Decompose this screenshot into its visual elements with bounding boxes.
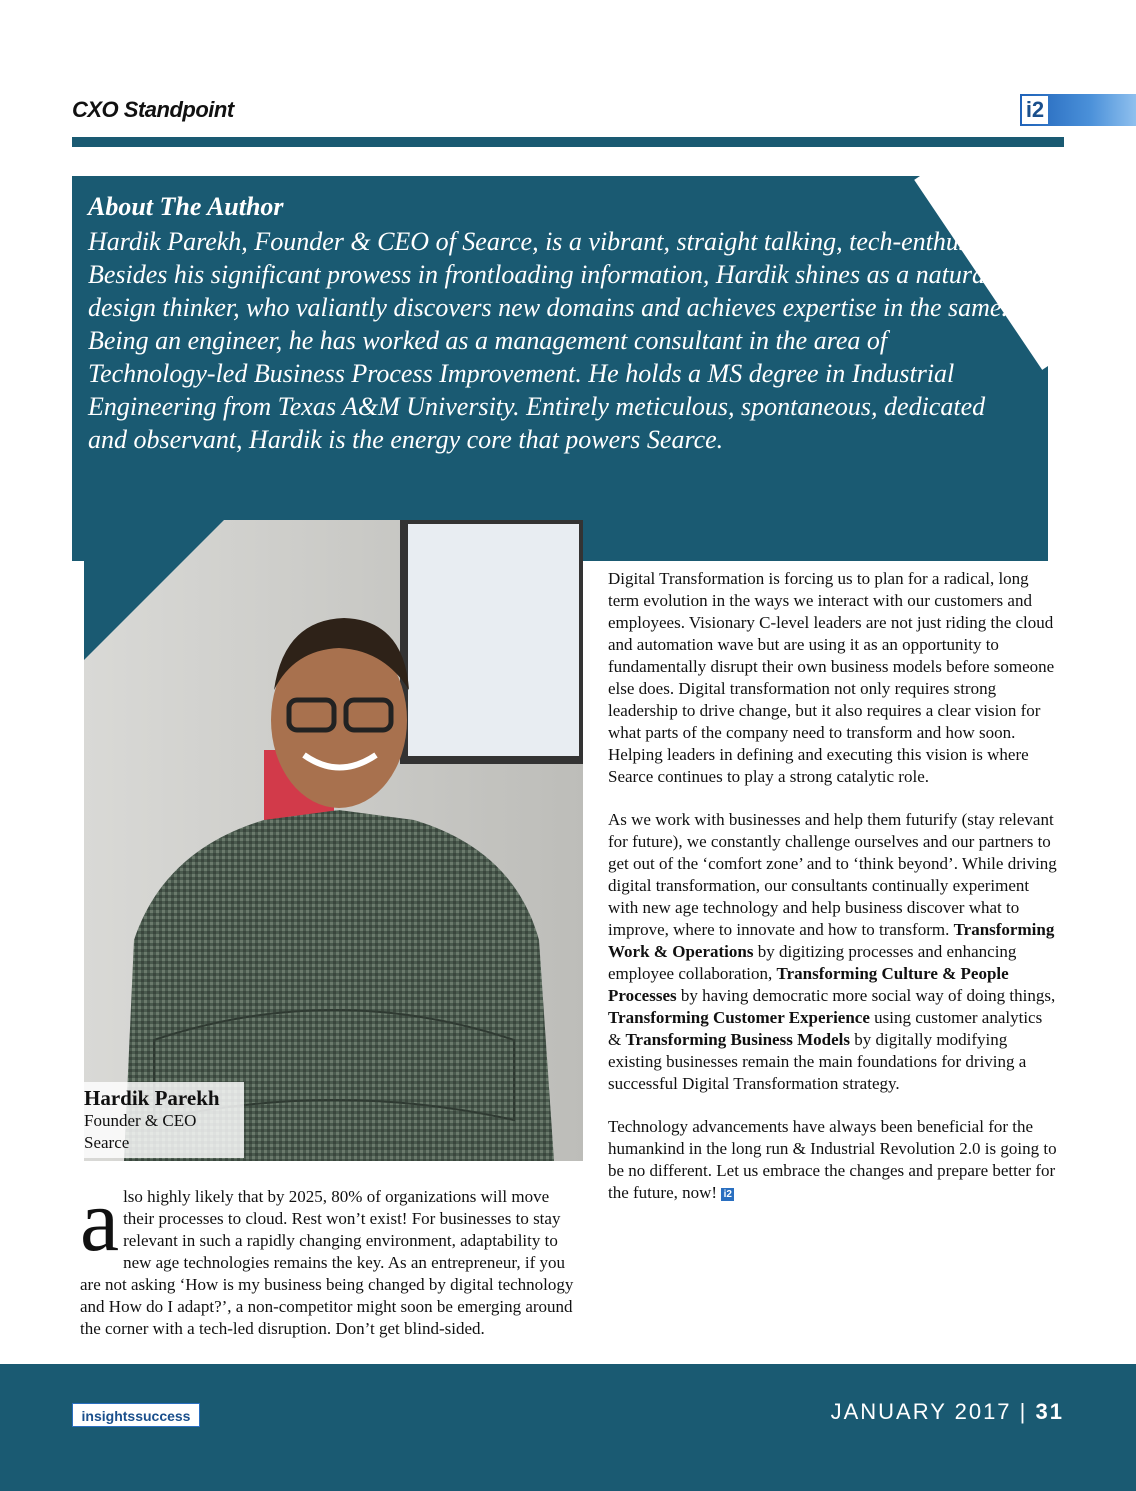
drop-cap: a	[80, 1173, 120, 1270]
left-column	[80, 1173, 580, 1340]
bold-phrase: Transforming Culture & People Processes	[608, 964, 1009, 1005]
footer-date	[831, 1399, 1064, 1425]
issue-date: JANUARY 2017	[830, 1399, 1012, 1424]
photo-caption	[78, 1082, 244, 1158]
author-bio	[88, 225, 1018, 456]
text-run: using customer analytics &	[608, 1008, 1043, 1049]
author-bio-paragraph: Hardik Parekh, Founder & CEO of Searce, is a vibrant, straight talking, tech-enthusiast. Besides his significant prowess in frontloading information, Hardik shines as a natural design thinker, who valiantly discovers new domains and achieves expertise in the same.	[88, 227, 1014, 322]
i2-end-logo-icon: i2	[721, 1188, 734, 1201]
right-paragraph-3	[608, 1116, 1058, 1204]
author-heading: About The Author	[88, 192, 284, 221]
text-run: by digitizing processes and enhancing employee collaboration,	[608, 942, 1017, 983]
magazine-badge	[1020, 94, 1136, 126]
bold-phrase: Transforming Business Models	[625, 1030, 850, 1049]
date-separator: |	[1019, 1399, 1028, 1424]
text-run: by having democratic more social way of doing things,	[676, 986, 1056, 1005]
bold-phrase: Transforming Work & Operations	[608, 920, 1055, 961]
text-run: by digitally modifying existing businesses remain the main foundations for driving a successful Digital Transformation strategy.	[608, 1030, 1027, 1093]
author-bio-paragraph: Being an engineer, he has worked as a management consultant in the area of Technology-led Business Process Improvement. He holds a MS degree in Industrial Engineering from Texas A&M University. Entirely meticulous, spontaneous, dedicated and observant, Hardik is the energy core that powers Searce.	[88, 326, 986, 454]
right-paragraph-1: Digital Transformation is forcing us to plan for a radical, long term evolution in the ways we interact with our customers and employees. Visionary C-level leaders are not just riding the cloud and automation wave but are using it as an opportunity to fundamentally disrupt their own business models before someone else does. Digital transformation not only requires strong leadership to drive change, but it also requires a clear vision for what parts of the company need to transform and how soon. Helping leaders in defining and executing this vision is where Searce continues to play a strong catalytic role.	[608, 569, 1055, 786]
header-divider	[72, 137, 1064, 147]
right-column	[608, 568, 1058, 1225]
insights-success-logo: insightssuccess	[72, 1403, 200, 1427]
caption-title: Founder & CEO	[84, 1111, 197, 1130]
caption-company: Searce	[84, 1133, 130, 1152]
text-run: As we work with businesses and help them futurify (stay relevant for future), we constantly challenge ourselves and our partners to get out of the ‘comfort zone’ and to ‘think beyond’. While driving digital transformation, our consultants continually experiment with new age technology and help business discover what to improve, where to innovate and how to transform.	[608, 810, 1057, 939]
left-column-text: lso highly likely that by 2025, 80% of organizations will move their processes to cloud. Rest won’t exist! For businesses to stay relevant in such a rapidly changing environment, adaptability to new age technologies remains the key. As an entrepreneur, if you are not asking ‘How is my business being changed by digital technology and How do I adapt?’, a non-competitor might soon be emerging around the corner with a tech-led disruption. Don’t get blind-sided.	[80, 1187, 574, 1338]
text-run: Technology advancements have always been beneficial for the humankind in the long run & Industrial Revolution 2.0 is going to be no different. Let us embrace the changes and prepare better for the future, now!	[608, 1117, 1057, 1202]
author-photo	[84, 520, 583, 1161]
caption-name: Hardik Parekh	[84, 1086, 220, 1110]
right-paragraph-2	[608, 809, 1058, 1095]
section-label: CXO Standpoint	[72, 97, 234, 122]
page-number: 31	[1035, 1399, 1064, 1424]
bold-phrase: Transforming Customer Experience	[608, 1008, 870, 1027]
i2-logo-icon: i2	[1022, 96, 1048, 124]
